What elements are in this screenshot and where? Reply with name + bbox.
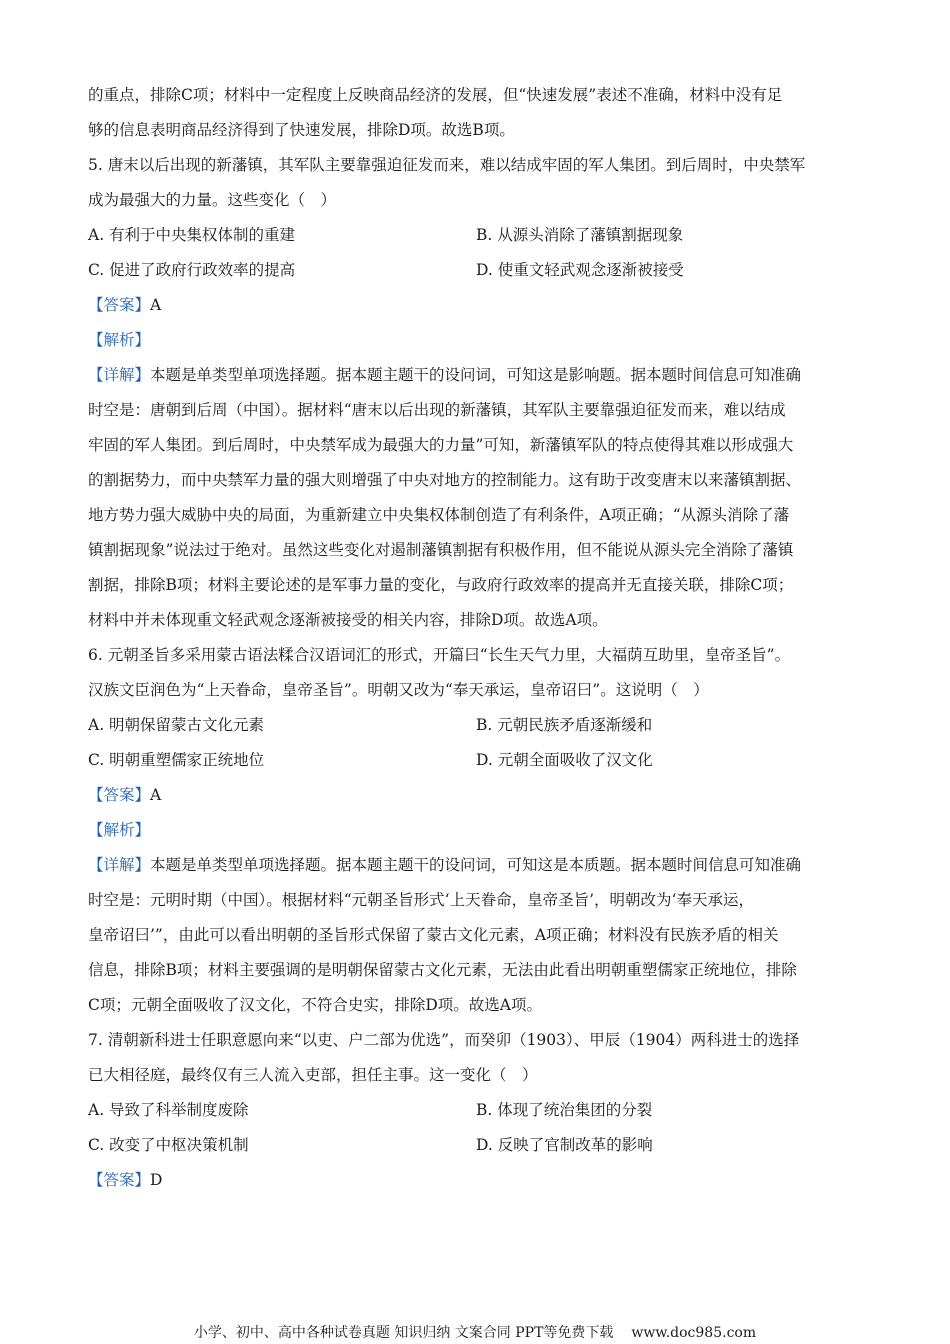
detail-line: 时空是：元明时期（中国）。根据材料“元朝圣旨形式‘上天眷命，皇帝圣旨’，明朝改为‘奉天承运， bbox=[88, 891, 754, 909]
answer-tag: 【答案】 bbox=[88, 1171, 151, 1189]
option-c: C. 改变了中枢决策机制 bbox=[88, 1136, 249, 1154]
option-d: D. 元朝全面吸收了汉文化 bbox=[476, 751, 653, 769]
answer-value: D bbox=[150, 1171, 163, 1189]
question-stem-line: 5. 唐末以后出现的新藩镇，其军队主要靠强迫征发而来，难以结成牢固的军人集团。到后周时，中央禁军 bbox=[88, 156, 806, 174]
question-stem-line: 6. 元朝圣旨多采用蒙古语法糅合汉语词汇的形式，开篇曰“长生天气力里，大福荫互助里，皇帝圣旨”。 bbox=[88, 646, 791, 664]
options-row bbox=[88, 1093, 864, 1128]
option-c: C. 明朝重塑儒家正统地位 bbox=[88, 751, 265, 769]
document-page bbox=[88, 78, 864, 1198]
detail-text: 本题是单类型单项选择题。据本题主题干的设问词，可知这是影响题。据本题时间信息可知准确 bbox=[150, 366, 802, 384]
answer-tag: 【答案】 bbox=[88, 786, 151, 804]
option-c: C. 促进了政府行政效率的提高 bbox=[88, 261, 296, 279]
detail-line bbox=[88, 358, 864, 393]
detail-line: 的割据势力，而中央禁军力量的强大则增强了中央对地方的控制能力。这有助于改变唐末以来藩镇割据、 bbox=[88, 471, 802, 489]
detail-tag: 【详解】 bbox=[88, 856, 151, 874]
page-footer bbox=[0, 1322, 950, 1342]
answer-value: A bbox=[150, 296, 162, 314]
text-line: 的重点，排除C项；材料中一定程度上反映商品经济的发展，但“快速发展”表述不准确，材料中没有足 bbox=[88, 86, 783, 104]
options-row bbox=[88, 743, 864, 778]
answer-tag: 【答案】 bbox=[88, 296, 151, 314]
question-stem-line: 已大相径庭，最终仅有三人流入吏部，担任主事。这一变化（ ） bbox=[88, 1066, 538, 1084]
detail-text: 本题是单类型单项选择题。据本题主题干的设问词，可知这是本质题。据本题时间信息可知准确 bbox=[150, 856, 802, 874]
answer-line bbox=[88, 778, 864, 813]
detail-line: 材料中并未体现重文轻武观念逐渐被接受的相关内容，排除D项。故选A项。 bbox=[88, 611, 608, 629]
answer-line bbox=[88, 1163, 864, 1198]
option-b: B. 体现了统治集团的分裂 bbox=[476, 1101, 653, 1119]
detail-line: 牢固的军人集团。到后周时，中央禁军成为最强大的力量”可知，新藩镇军队的特点使得其难以形成强大 bbox=[88, 436, 794, 454]
option-d: D. 反映了官制改革的影响 bbox=[476, 1136, 653, 1154]
answer-value: A bbox=[150, 786, 162, 804]
option-b: B. 从源头消除了藩镇割据现象 bbox=[476, 226, 684, 244]
options-row bbox=[88, 218, 864, 253]
option-a: A. 导致了科举制度废除 bbox=[88, 1101, 249, 1119]
detail-tag: 【详解】 bbox=[88, 366, 151, 384]
detail-line: 皇帝诏曰’”，由此可以看出明朝的圣旨形式保留了蒙古文化元素，A项正确；材料没有民族矛盾的相关 bbox=[88, 926, 779, 944]
option-d: D. 使重文轻武观念逐渐被接受 bbox=[476, 261, 684, 279]
question-stem-line: 7. 清朝新科进士任职意愿向来“以吏、户二部为优选”，而癸卯（1903）、甲辰（1904）两科进士的选择 bbox=[88, 1031, 800, 1049]
analysis-tag: 【解析】 bbox=[88, 331, 151, 349]
detail-line: 时空是：唐朝到后周（中国）。据材料“唐末以后出现的新藩镇，其军队主要靠强迫征发而来，难以结成 bbox=[88, 401, 786, 419]
analysis-line bbox=[88, 813, 864, 848]
detail-line: 地方势力强大威胁中央的局面，为重新建立中央集权体制创造了有利条件，A项正确；“从源头消除了藩 bbox=[88, 506, 790, 524]
analysis-line bbox=[88, 323, 864, 358]
options-row bbox=[88, 708, 864, 743]
detail-line: 镇割据现象”说法过于绝对。虽然这些变化对遏制藩镇割据有积极作用，但不能说从源头完全消除了藩镇 bbox=[88, 541, 794, 559]
options-row bbox=[88, 1128, 864, 1163]
text-line: 够的信息表明商品经济得到了快速发展，排除D项。故选B项。 bbox=[88, 121, 515, 139]
detail-line bbox=[88, 848, 864, 883]
analysis-tag: 【解析】 bbox=[88, 821, 151, 839]
option-b: B. 元朝民族矛盾逐渐缓和 bbox=[476, 716, 653, 734]
footer-url[interactable]: www.doc985.com bbox=[631, 1325, 757, 1341]
answer-line bbox=[88, 288, 864, 323]
detail-line: 割据，排除B项；材料主要论述的是军事力量的变化，与政府行政效率的提高并无直接关联，排除C项； bbox=[88, 576, 794, 594]
detail-line: C项；元朝全面吸收了汉文化，不符合史实，排除D项。故选A项。 bbox=[88, 996, 542, 1014]
question-stem-line: 成为最强大的力量。这些变化（ ） bbox=[88, 191, 337, 209]
question-stem-line: 汉族文臣润色为“上天眷命，皇帝圣旨”。明朝又改为“奉天承运，皇帝诏曰”。这说明（ ） bbox=[88, 681, 709, 699]
options-row bbox=[88, 253, 864, 288]
option-a: A. 有利于中央集权体制的重建 bbox=[88, 226, 296, 244]
option-a: A. 明朝保留蒙古文化元素 bbox=[88, 716, 265, 734]
footer-text: 小学、初中、高中各种试卷真题 知识归纳 文案合同 PPT等免费下载 bbox=[193, 1325, 614, 1341]
detail-line: 信息，排除B项；材料主要强调的是明朝保留蒙古文化元素，无法由此看出明朝重塑儒家正统地位，排除 bbox=[88, 961, 797, 979]
